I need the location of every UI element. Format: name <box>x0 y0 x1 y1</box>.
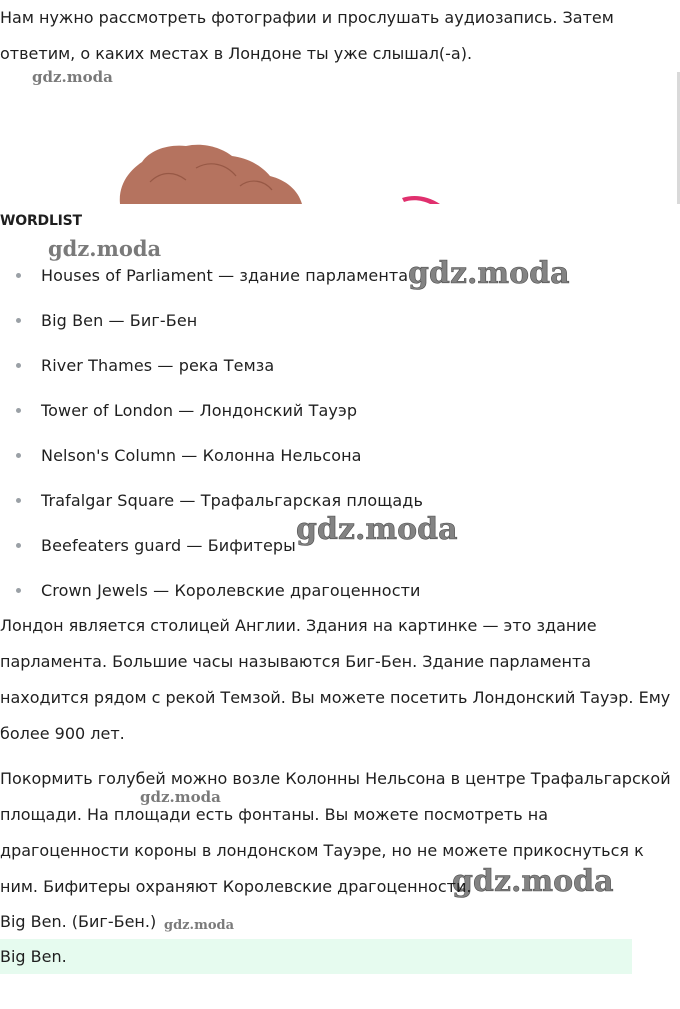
bullet-icon <box>16 588 21 593</box>
illustration <box>0 72 680 204</box>
wordlist-item <box>0 568 423 613</box>
wordlist-item <box>0 343 423 388</box>
watermark: gdz.moda <box>296 512 458 547</box>
paragraph: Лондон является столицей Англии. Здания на картинке — это здание парламента. Большие часы называются Биг-Бен. Здание парламента находится рядом с рекой Темзой. Вы можете посетить Лондонский Тауэр. Ему более 900 лет. <box>0 616 671 743</box>
wordlist-item-label: Tower of London — Лондонский Тауэр <box>41 401 358 420</box>
intro-text: Нам нужно рассмотреть фотографии и прослушать аудиозапись. Затем ответим, о каких местах в Лондоне ты уже слышал(-а). <box>0 8 614 63</box>
paragraph: Покормить голубей можно возле Колонны Нельсона в центре Трафальгарской площади. На площади есть фонтаны. Вы можете посмотреть на драгоценности короны в лондонском Тауэре, но не можете прикоснуться к ним. Бифитеры охраняют Королевские драгоценности. <box>0 769 671 896</box>
illustration-drawing <box>0 72 680 204</box>
bullet-icon <box>16 363 21 368</box>
watermark: gdz.moda <box>408 256 570 291</box>
wordlist-item <box>0 478 423 523</box>
wordlist-item-label: Nelson's Column — Колонна Нельсона <box>41 446 362 465</box>
wordlist-item <box>0 433 423 478</box>
wordlist <box>0 253 423 613</box>
answer-box: Big Ben. <box>0 939 632 974</box>
bullet-icon <box>16 318 21 323</box>
wordlist-item <box>0 388 423 433</box>
bullet-icon <box>16 408 21 413</box>
question-text: Big Ben. (Биг-Бен.) <box>0 912 157 931</box>
watermark: gdz.moda <box>32 68 113 86</box>
bullet-icon <box>16 273 21 278</box>
watermark: gdz.moda <box>48 236 162 261</box>
wordlist-item-label: Crown Jewels — Королевские драгоценности <box>41 581 421 600</box>
bullet-icon <box>16 543 21 548</box>
bullet-icon <box>16 453 21 458</box>
wordlist-item <box>0 298 423 343</box>
watermark: gdz.moda <box>164 918 235 933</box>
wordlist-item <box>0 523 423 568</box>
wordlist-title: WORDLIST <box>0 213 82 229</box>
wordlist-item-label: Trafalgar Square — Трафальгарская площадь <box>41 491 423 510</box>
illustration-shape <box>120 145 302 204</box>
illustration-accent <box>402 196 440 204</box>
watermark: gdz.moda <box>452 864 614 899</box>
wordlist-item-label: Beefeaters guard — Бифитеры <box>41 536 296 555</box>
wordlist-item-label: Houses of Parliament — здание парламента <box>41 266 409 285</box>
wordlist-item-label: River Thames — река Темза <box>41 356 275 375</box>
wordlist-item <box>0 253 423 298</box>
bullet-icon <box>16 498 21 503</box>
watermark: gdz.moda <box>140 788 221 806</box>
wordlist-item-label: Big Ben — Биг-Бен <box>41 311 198 330</box>
